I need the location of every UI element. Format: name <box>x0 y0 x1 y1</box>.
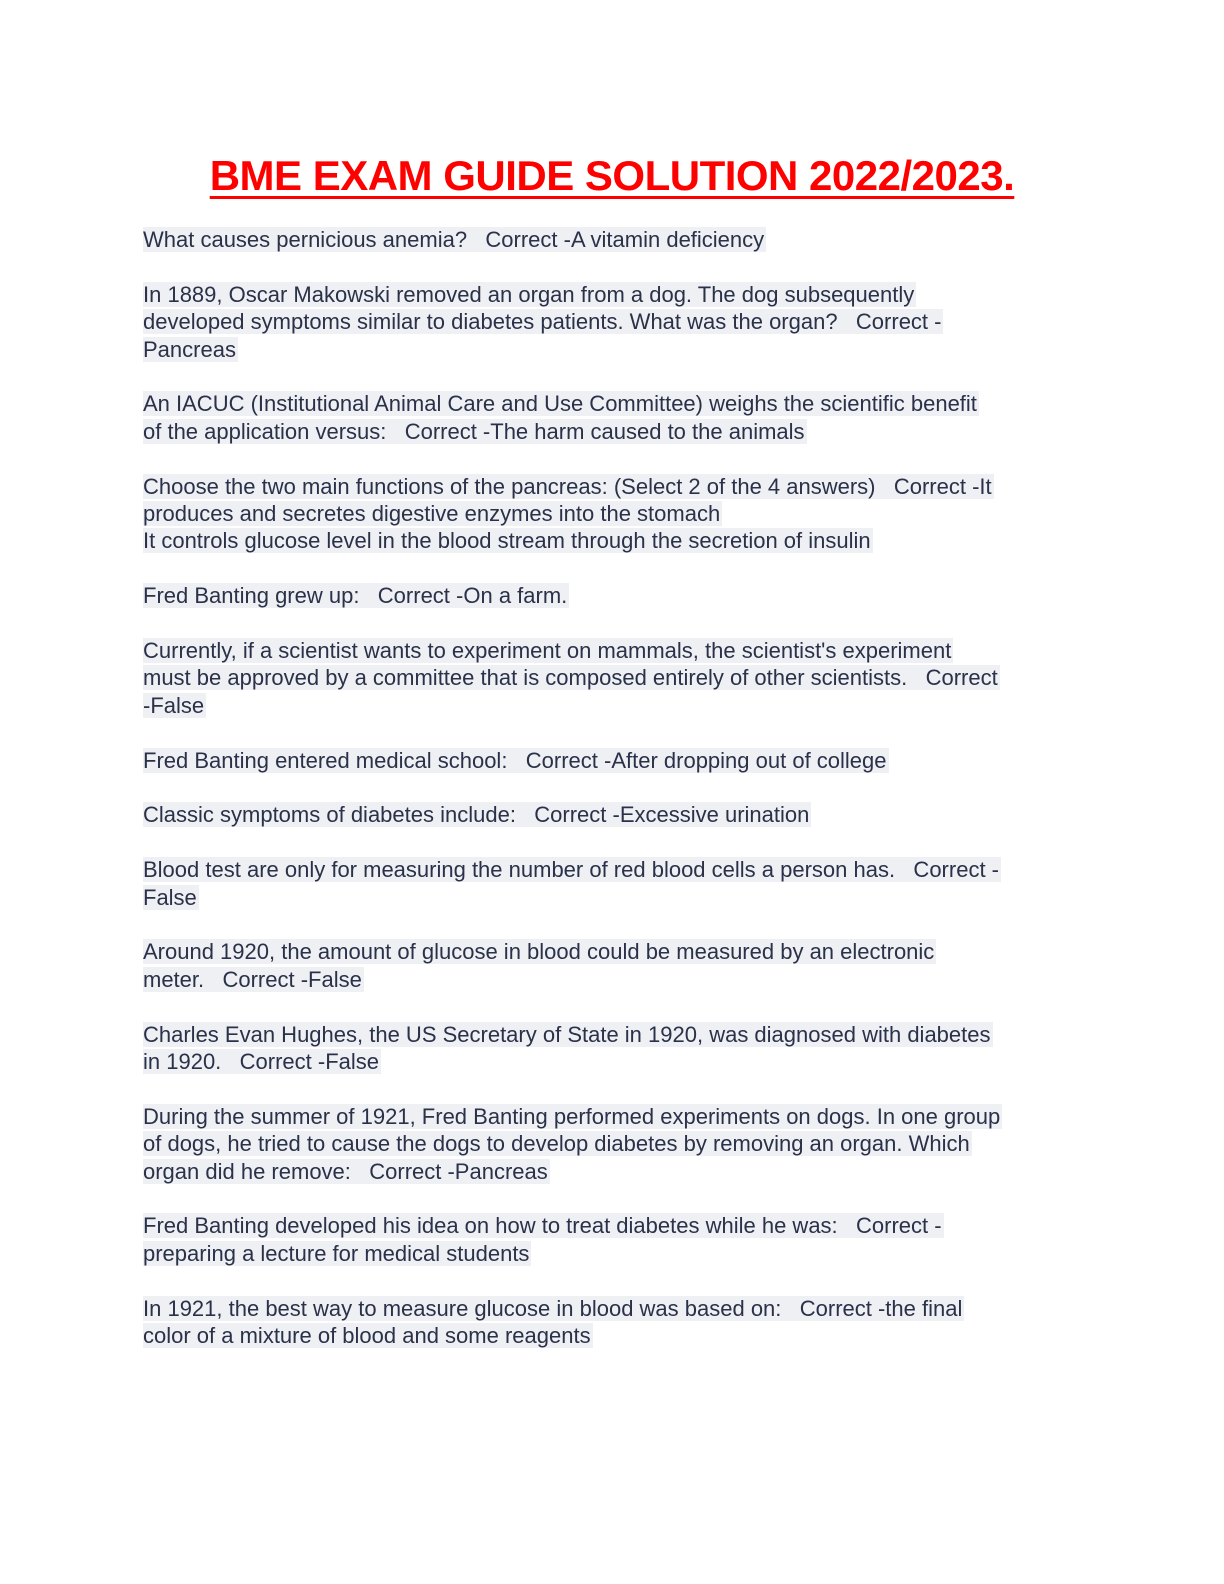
qa-list <box>143 226 1083 1377</box>
qa-item: Blood test are only for measuring the number of red blood cells a person has. Correct - False <box>143 857 999 910</box>
page-title: BME EXAM GUIDE SOLUTION 2022/2023. <box>209 152 1015 199</box>
qa-item: Classic symptoms of diabetes include: Correct -Excessive urination <box>143 802 810 828</box>
qa-item: Currently, if a scientist wants to experiment on mammals, the scientist's experiment must be approved by a committee that is composed entirely of other scientists. Correct -False <box>143 638 998 718</box>
qa-item: Around 1920, the amount of glucose in blood could be measured by an electronic meter. Correct -False <box>143 939 935 992</box>
qa-item: In 1889, Oscar Makowski removed an organ from a dog. The dog subsequently developed symptoms similar to diabetes patients. What was the organ? Correct - Pancreas <box>143 281 942 362</box>
qa-item: In 1921, the best way to measure glucose in blood was based on: Correct -the final color of a mixture of blood and some reagents <box>143 1295 963 1349</box>
qa-item: An IACUC (Institutional Animal Care and Use Committee) weighs the scientific benefit of the application versus: Correct -The harm caused to the animals <box>143 391 977 444</box>
qa-item: Fred Banting grew up: Correct -On a farm. <box>143 583 568 609</box>
qa-item: Fred Banting developed his idea on how to treat diabetes while he was: Correct - preparing a lecture for medical students <box>143 1213 942 1266</box>
qa-item: Choose the two main functions of the pancreas: (Select 2 of the 4 answers) Correct -It produces and secretes digestive enzymes into the stomach It controls glucose level in the blood stream through the secretion of insulin <box>143 473 992 554</box>
qa-item: Fred Banting entered medical school: Correct -After dropping out of college <box>143 747 887 773</box>
qa-item: Charles Evan Hughes, the US Secretary of State in 1920, was diagnosed with diabetes in 1920. Correct -False <box>143 1021 991 1075</box>
qa-item: During the summer of 1921, Fred Banting performed experiments on dogs. In one group of dogs, he tried to cause the dogs to develop diabetes by removing an organ. Which organ did he remove: Correct -Pancreas <box>143 1103 1001 1184</box>
qa-item: What causes pernicious anemia? Correct -A vitamin deficiency <box>143 227 765 252</box>
